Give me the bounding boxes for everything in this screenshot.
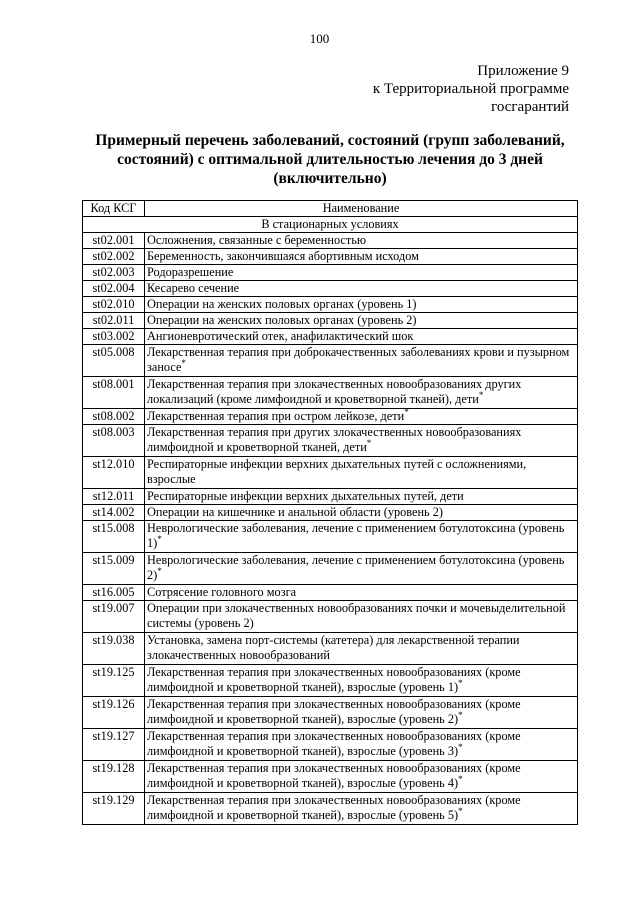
ksg-name-cell (145, 761, 578, 793)
ksg-name-cell (145, 377, 578, 409)
ksg-name-cell (145, 521, 578, 553)
ksg-code-cell: st19.126 (83, 697, 145, 729)
ksg-name-text: Лекарственная терапия при злокачественных новообразованиях (кроме лимфоидной и кроветворной тканей), взрослые (уровень 4) (147, 761, 521, 790)
ksg-name-text: Лекарственная терапия при остром лейкозе, дети (147, 409, 405, 423)
table-row (83, 489, 578, 505)
ksg-name-cell (145, 409, 578, 425)
table-row (83, 521, 578, 553)
ksg-name-cell (145, 553, 578, 585)
ksg-name-text: Кесарево сечение (147, 281, 240, 295)
footnote-mark: * (458, 806, 463, 816)
ksg-code-cell: st08.003 (83, 425, 145, 457)
ksg-name-text: Неврологические заболевания, лечение с применением ботулотоксина (уровень 1) (147, 521, 565, 550)
ksg-name-text: Лекарственная терапия при злокачественных новообразованиях (кроме лимфоидной и кроветворной тканей), взрослые (уровень 3) (147, 729, 521, 758)
ksg-name-cell (145, 633, 578, 665)
table-row (83, 793, 578, 825)
ksg-name-text: Осложнения, связанные с беременностью (147, 233, 367, 247)
table-row (83, 729, 578, 761)
table-row (83, 665, 578, 697)
ksg-name-text: Ангионевротический отек, анафилактический шок (147, 329, 414, 343)
footnote-mark: * (458, 774, 463, 784)
ksg-name-cell (145, 505, 578, 521)
ksg-name-text: Операции на женских половых органах (уровень 1) (147, 297, 417, 311)
ksg-code-cell: st14.002 (83, 505, 145, 521)
ksg-name-cell (145, 425, 578, 457)
footnote-mark: * (478, 390, 484, 400)
ksg-name-text: Неврологические заболевания, лечение с применением ботулотоксина (уровень 2) (147, 553, 565, 582)
ksg-name-text: Операции на женских половых органах (уровень 2) (147, 313, 417, 327)
table-row (83, 601, 578, 633)
table-row (83, 249, 578, 265)
ksg-code-cell: st15.009 (83, 553, 145, 585)
footnote-mark: * (458, 678, 463, 688)
ksg-name-text: Лекарственная терапия при других злокачественных новообразованиях лимфоидной и кроветворной тканей, дети (147, 425, 522, 454)
ksg-name-text: Респираторные инфекции верхних дыхательных путей, дети (147, 489, 464, 503)
ksg-table (82, 200, 578, 825)
ksg-name-text: Установка, замена порт-системы (катетера) для лекарственной терапии злокачественных новообразований (147, 633, 520, 662)
table-row (83, 265, 578, 281)
appendix-caption (373, 62, 569, 116)
table-row (83, 457, 578, 489)
ksg-name-cell (145, 281, 578, 297)
header-code: Код КСГ (83, 201, 145, 217)
footnote-mark: * (458, 710, 463, 720)
ksg-name-cell (145, 233, 578, 249)
table-row (83, 377, 578, 409)
ksg-name-text: Операции при злокачественных новообразованиях почки и мочевыделительной системы (уровень 2) (147, 601, 566, 630)
table-row (83, 281, 578, 297)
ksg-code-cell: st19.125 (83, 665, 145, 697)
appendix-line: к Территориальной программе (372, 81, 569, 97)
ksg-code-cell: st16.005 (83, 585, 145, 601)
page-number: 100 (309, 31, 330, 46)
ksg-name-cell (145, 297, 578, 313)
table-header-row (83, 201, 578, 217)
footnote-mark: * (181, 358, 186, 368)
ksg-code-cell: st19.128 (83, 761, 145, 793)
table-row (83, 633, 578, 665)
appendix-line: госгарантий (491, 99, 569, 115)
ksg-code-cell: st12.011 (83, 489, 145, 505)
table-body (83, 217, 578, 825)
ksg-name-cell (145, 329, 578, 345)
footnote-mark: * (157, 534, 162, 544)
ksg-code-cell: st15.008 (83, 521, 145, 553)
ksg-name-cell (145, 249, 578, 265)
ksg-name-text: Лекарственная терапия при злокачественных новообразованиях (кроме лимфоидной и кроветворной тканей), взрослые (уровень 1) (147, 665, 521, 694)
table-row (83, 313, 578, 329)
ksg-name-cell (145, 265, 578, 281)
ksg-name-text: Сотрясение головного мозга (147, 585, 297, 599)
ksg-name-text: Беременность, закончившаяся абортивным исходом (147, 249, 419, 263)
table-row (83, 329, 578, 345)
table-row (83, 697, 578, 729)
ksg-code-cell: st08.001 (83, 377, 145, 409)
ksg-code-cell: st02.004 (83, 281, 145, 297)
table-row (83, 585, 578, 601)
table-row (83, 553, 578, 585)
appendix-line: Приложение 9 (477, 63, 569, 79)
ksg-name-text: Операции на кишечнике и анальной области (уровень 2) (147, 505, 443, 519)
ksg-name-cell (145, 697, 578, 729)
ksg-code-cell: st19.038 (83, 633, 145, 665)
ksg-name-text: Респираторные инфекции верхних дыхательных путей с осложнениями, взрослые (147, 457, 527, 486)
ksg-name-text: Родоразрешение (147, 265, 234, 279)
ksg-code-cell: st02.002 (83, 249, 145, 265)
ksg-code-cell: st05.008 (83, 345, 145, 377)
footnote-mark: * (366, 438, 372, 448)
ksg-name-cell (145, 313, 578, 329)
table-row (83, 425, 578, 457)
document-title: Примерный перечень заболеваний, состояний (групп заболеваний, состояний) с оптимальной длительностью лечения до 3 дней (включительно) (95, 132, 565, 187)
ksg-name-text: Лекарственная терапия при доброкачественных заболеваниях крови и пузырном заносе (147, 345, 570, 374)
ksg-code-cell: st12.010 (83, 457, 145, 489)
ksg-name-cell (145, 601, 578, 633)
ksg-name-text: Лекарственная терапия при злокачественных новообразованиях (кроме лимфоидной и кроветворной тканей), взрослые (уровень 5) (147, 793, 521, 822)
ksg-name-cell (145, 489, 578, 505)
ksg-code-cell: st19.129 (83, 793, 145, 825)
table-row (83, 409, 578, 425)
ksg-code-cell: st02.011 (83, 313, 145, 329)
footnote-mark: * (458, 742, 463, 752)
ksg-code-cell: st02.010 (83, 297, 145, 313)
table-row (83, 233, 578, 249)
header-name: Наименование (145, 201, 578, 217)
table-row (83, 345, 578, 377)
ksg-name-cell (145, 793, 578, 825)
section-title: В стационарных условиях (83, 217, 578, 233)
table-row (83, 505, 578, 521)
ksg-name-cell (145, 585, 578, 601)
footnote-mark: * (157, 566, 162, 576)
ksg-name-text: Лекарственная терапия при злокачественных новообразованиях (кроме лимфоидной и кроветворной тканей), взрослые (уровень 2) (147, 697, 521, 726)
ksg-code-cell: st02.001 (83, 233, 145, 249)
ksg-code-cell: st19.007 (83, 601, 145, 633)
ksg-code-cell: st08.002 (83, 409, 145, 425)
ksg-name-cell (145, 345, 578, 377)
table-row (83, 297, 578, 313)
ksg-code-cell: st03.002 (83, 329, 145, 345)
footnote-mark: * (404, 407, 409, 417)
ksg-name-text: Лекарственная терапия при злокачественных новообразованиях других локализаций (кроме лимфоидной и кроветворной тканей), дети (147, 377, 522, 406)
table-row (83, 761, 578, 793)
ksg-code-cell: st02.003 (83, 265, 145, 281)
ksg-name-cell (145, 665, 578, 697)
ksg-code-cell: st19.127 (83, 729, 145, 761)
ksg-name-cell (145, 457, 578, 489)
section-row (83, 217, 578, 233)
ksg-name-cell (145, 729, 578, 761)
